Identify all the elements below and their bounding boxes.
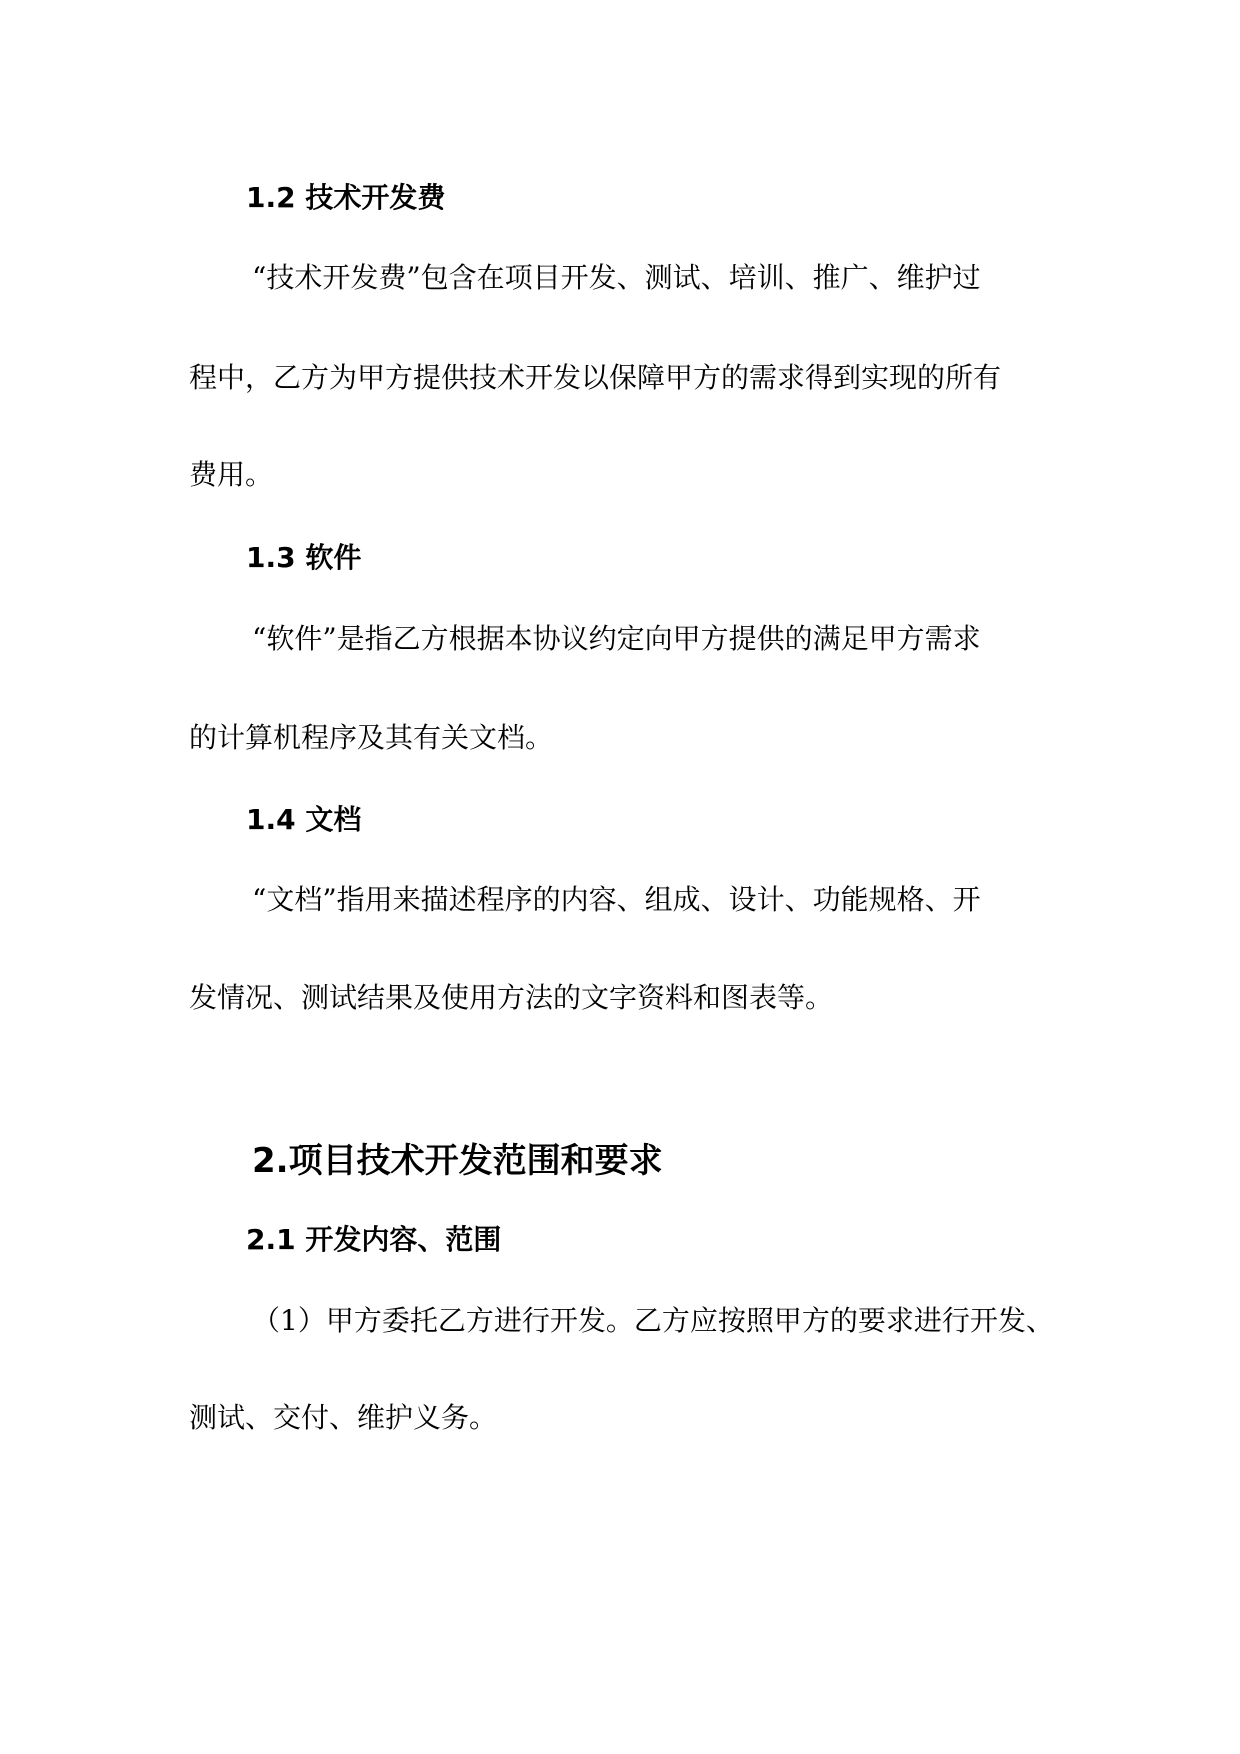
paragraph-line: “文档”指用来描述程序的内容、组成、设计、功能规格、开	[252, 883, 981, 916]
section-heading-1-2: 1.2 技术开发费	[246, 181, 446, 214]
section-heading-2-1: 2.1 开发内容、范围	[246, 1223, 502, 1256]
paragraph-line: “软件”是指乙方根据本协议约定向甲方提供的满足甲方需求	[252, 622, 981, 655]
paragraph-line: 的计算机程序及其有关文档。	[189, 721, 554, 754]
paragraph-line: 发情况、测试结果及使用方法的文字资料和图表等。	[189, 981, 834, 1014]
paragraph-line: “技术开发费”包含在项目开发、测试、培训、推广、维护过	[252, 261, 981, 294]
section-heading-1-4: 1.4 文档	[246, 803, 362, 836]
section-heading-1-3: 1.3 软件	[246, 541, 362, 574]
paragraph-line: 测试、交付、维护义务。	[189, 1401, 498, 1434]
chapter-heading-2: 2.项目技术开发范围和要求	[252, 1141, 663, 1181]
paragraph-line: （1）甲方委托乙方进行开发。乙方应按照甲方的要求进行开发、	[252, 1304, 1054, 1337]
paragraph-line: 费用。	[189, 458, 274, 491]
paragraph-line: 程中，乙方为甲方提供技术开发以保障甲方的需求得到实现的所有	[189, 361, 1002, 394]
